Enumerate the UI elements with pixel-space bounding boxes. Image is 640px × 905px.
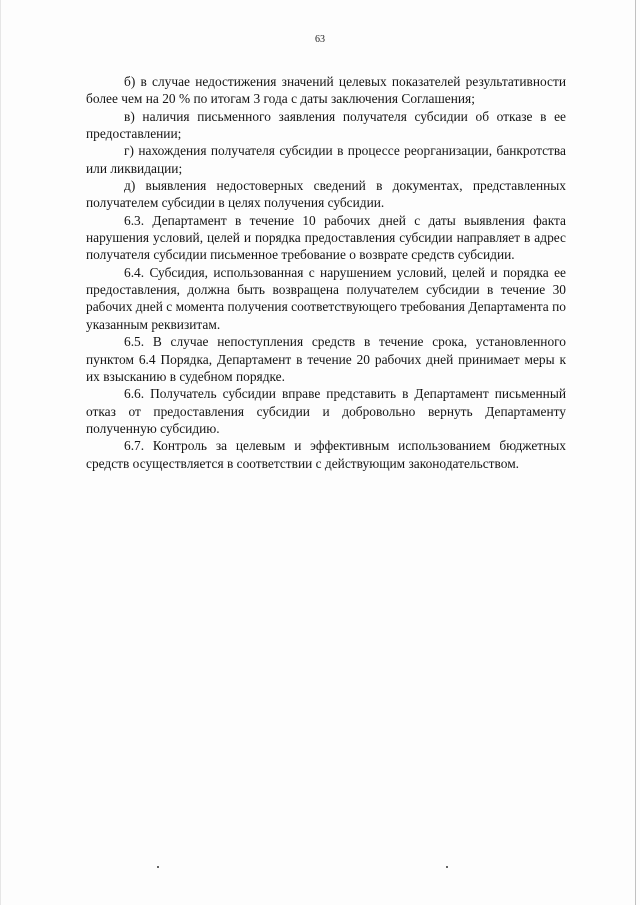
paragraph-6-2-d: д) выявления недостоверных сведений в документах, представленных получателем субсидии в целях получения субсидии.: [86, 178, 566, 211]
paragraph-6-2-b: б) в случае недостижения значений целевых показателей результативности более чем на 20 % по итогам 3 года с даты заключения Соглашения;: [86, 74, 566, 107]
page-edge-left: [0, 0, 1, 905]
page-number: 63: [315, 34, 325, 45]
paragraph-6-2-v: в) наличия письменного заявления получателя субсидии об отказе в ее предоставлении;: [86, 108, 566, 142]
page-edge-right: [635, 0, 636, 905]
paragraph-6-4: 6.4. Субсидия, использованная с нарушением условий, целей и порядка ее предоставления, должна быть возвращена получателем субсидии в течение 30 рабочих дней с момента получения соответствующего требования Департамента по указанным реквизитам.: [86, 264, 566, 332]
paragraph-6-5: 6.5. В случае непоступления средств в течение срока, установленного пунктом 6.4 Порядка, Департамент в течение 20 рабочих дней принимает меры к их взысканию в судебном порядке.: [86, 334, 566, 384]
document-body: [86, 73, 566, 472]
paragraph-6-3: 6.3. Департамент в течение 10 рабочих дней с даты выявления факта нарушения условий, целей и порядка предоставления субсидии направляет в адрес получателя субсидии письменное требование о возврате средств субсидии.: [86, 212, 566, 263]
paragraph-6-2-g: г) нахождения получателя субсидии в процессе реорганизации, банкротства или ликвидации;: [86, 143, 566, 176]
paragraph-6-7: 6.7. Контроль за целевым и эффективным использованием бюджетных средств осуществляется в соответствии с действующим законодательством.: [86, 438, 566, 471]
scan-speck: [157, 866, 159, 868]
paragraph-6-6: 6.6. Получатель субсидии вправе представить в Департамент письменный отказ от предоставления субсидии и добровольно вернуть Департаменту полученную субсидию.: [86, 386, 566, 436]
scan-speck: [446, 866, 448, 868]
